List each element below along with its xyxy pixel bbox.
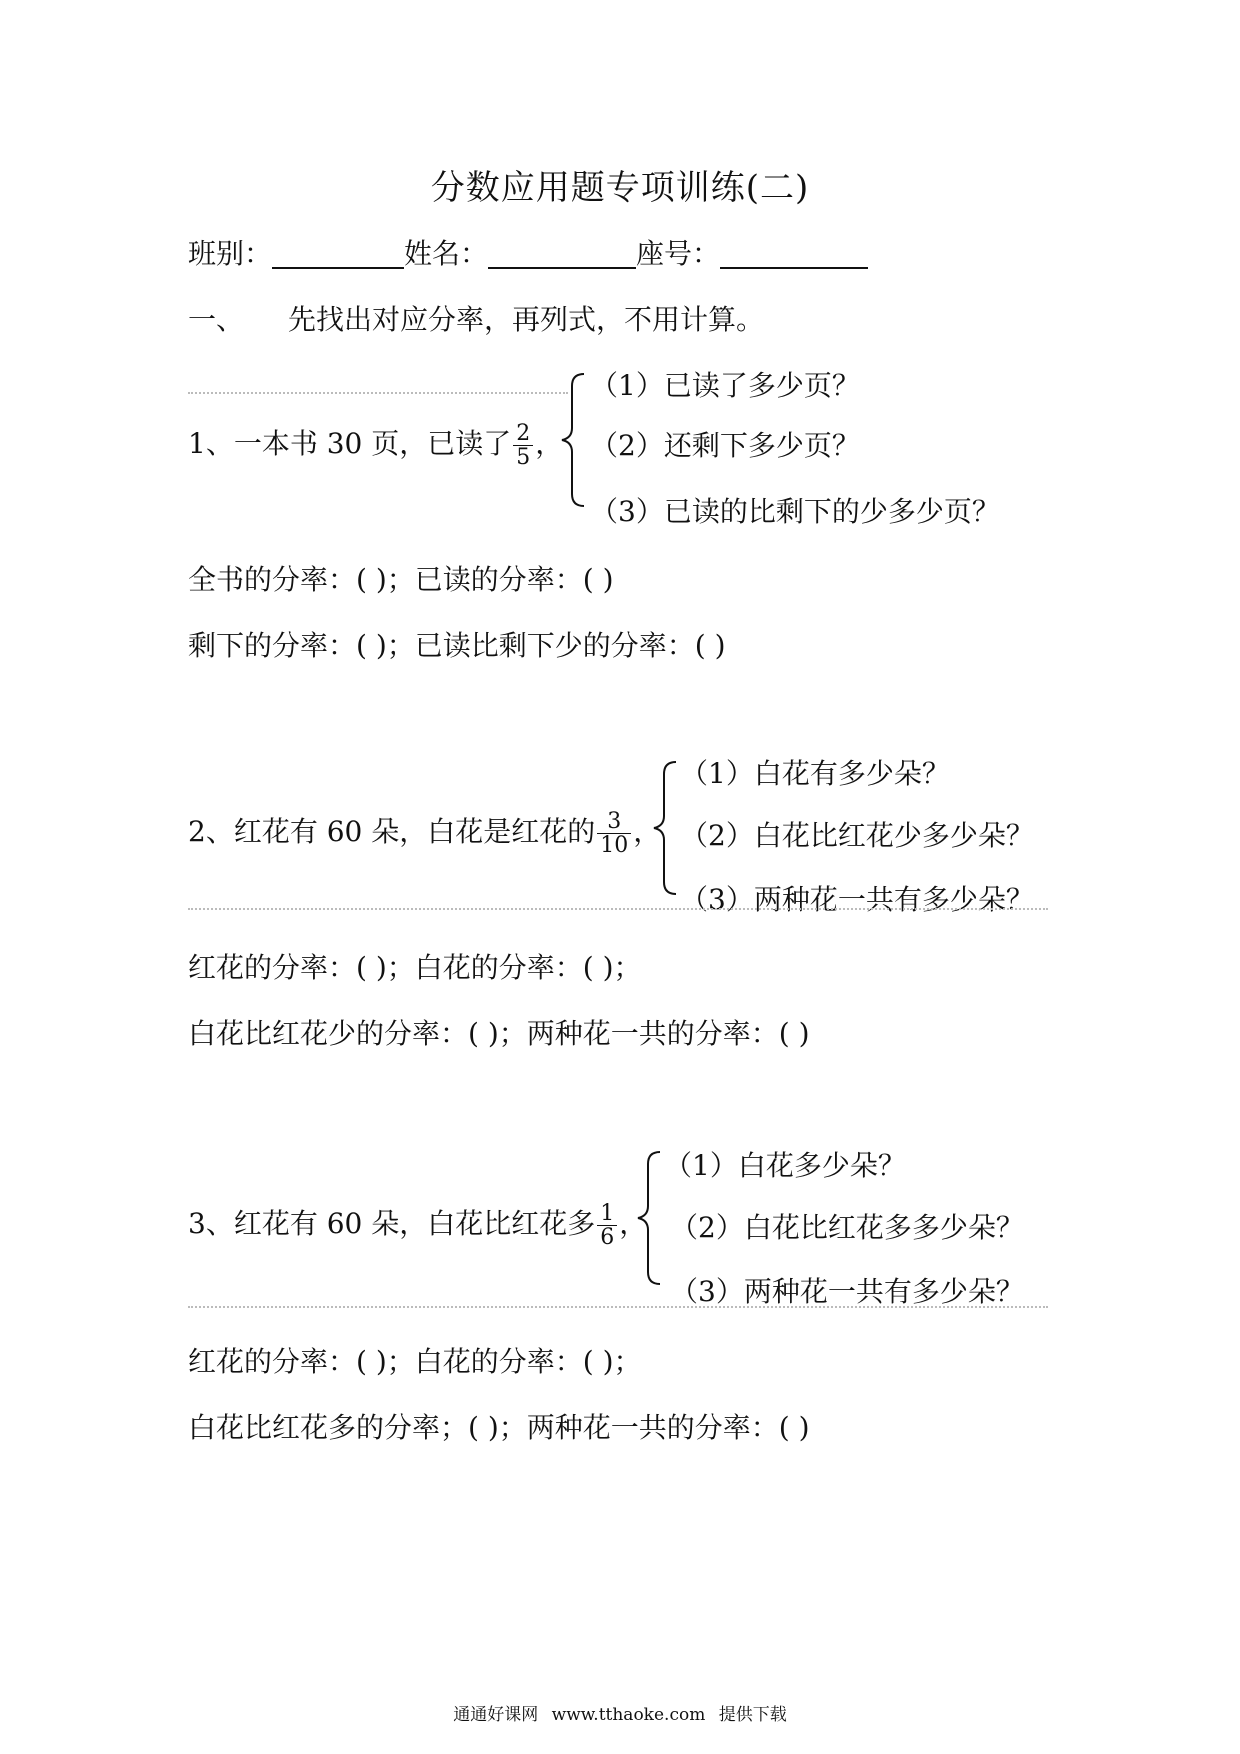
brace-icon <box>636 1150 662 1286</box>
class-blank <box>272 237 404 269</box>
fraction: $\frac{1}{6}$ <box>597 1202 617 1249</box>
problem-1-answer-1: 全书的分率：( )；已读的分率：( ) <box>188 563 614 596</box>
section-instruction: 先找出对应分率，再列式，不用计算。 <box>288 303 765 336</box>
name-blank <box>488 237 636 269</box>
dotted-divider <box>188 392 568 394</box>
fraction: $\frac{2}{5}$ <box>513 422 533 469</box>
dotted-divider <box>188 908 1048 910</box>
fraction: $\frac{3}{10}$ <box>597 810 631 857</box>
brace-icon <box>560 372 586 508</box>
brace-icon <box>652 760 678 896</box>
problem-2-answer-1: 红花的分率：( )；白花的分率：( )； <box>188 951 642 984</box>
problem-3-question-2: （2）白花比红花多多少朵？ <box>670 1211 1024 1244</box>
problem-2-answer-2: 白花比红花少的分率：( )；两种花一共的分率：( ) <box>188 1017 810 1050</box>
footer-note: 提供下载 <box>718 1705 787 1725</box>
problem-2-question-3: （3）两种花一共有多少朵？ <box>680 883 1034 916</box>
footer-site-name: 通通好课网 <box>453 1705 539 1725</box>
problem-2-question-1: （1）白花有多少朵？ <box>680 757 950 790</box>
seat-label: 座号： <box>636 237 721 270</box>
page-title: 分数应用题专项训练(二) <box>430 168 810 208</box>
problem-3-question-3: （3）两种花一共有多少朵？ <box>670 1275 1024 1308</box>
problem-1-question-3: （3）已读的比剩下的少多少页？ <box>590 495 1000 528</box>
problem-1-stem: 1、一本书 30 页，已读了 $\frac{2}{5}$ ， <box>188 421 564 471</box>
problem-2-question-2: （2）白花比红花少多少朵？ <box>680 819 1034 852</box>
dotted-divider <box>188 1306 1048 1308</box>
problem-3-answer-1: 红花的分率：( )；白花的分率：( )； <box>188 1345 642 1378</box>
seat-blank <box>720 237 868 269</box>
problem-3-stem: 3、红花有 60 朵，白花比红花多 $\frac{1}{6}$ ， <box>188 1201 648 1251</box>
footer <box>0 1700 1240 1725</box>
class-label: 班别： <box>188 237 273 270</box>
problem-3-answer-2: 白花比红花多的分率；( )；两种花一共的分率：( ) <box>188 1411 810 1444</box>
problem-3-question-1: （1）白花多少朵？ <box>664 1149 906 1182</box>
section-heading <box>188 298 764 338</box>
section-number: 一、 <box>188 303 245 336</box>
problem-1-question-1: （1）已读了多少页？ <box>590 369 860 402</box>
problem-1-question-2: （2）还剩下多少页？ <box>590 429 860 462</box>
problem-2-stem: 2、红花有 60 朵，白花是红花的 $\frac{3}{10}$ ， <box>188 809 662 859</box>
student-info-row <box>188 232 868 272</box>
problem-1-answer-2: 剩下的分率：( )；已读比剩下少的分率：( ) <box>188 629 726 662</box>
footer-url[interactable]: www.tthaoke.com <box>551 1705 706 1725</box>
name-label: 姓名： <box>404 237 489 270</box>
